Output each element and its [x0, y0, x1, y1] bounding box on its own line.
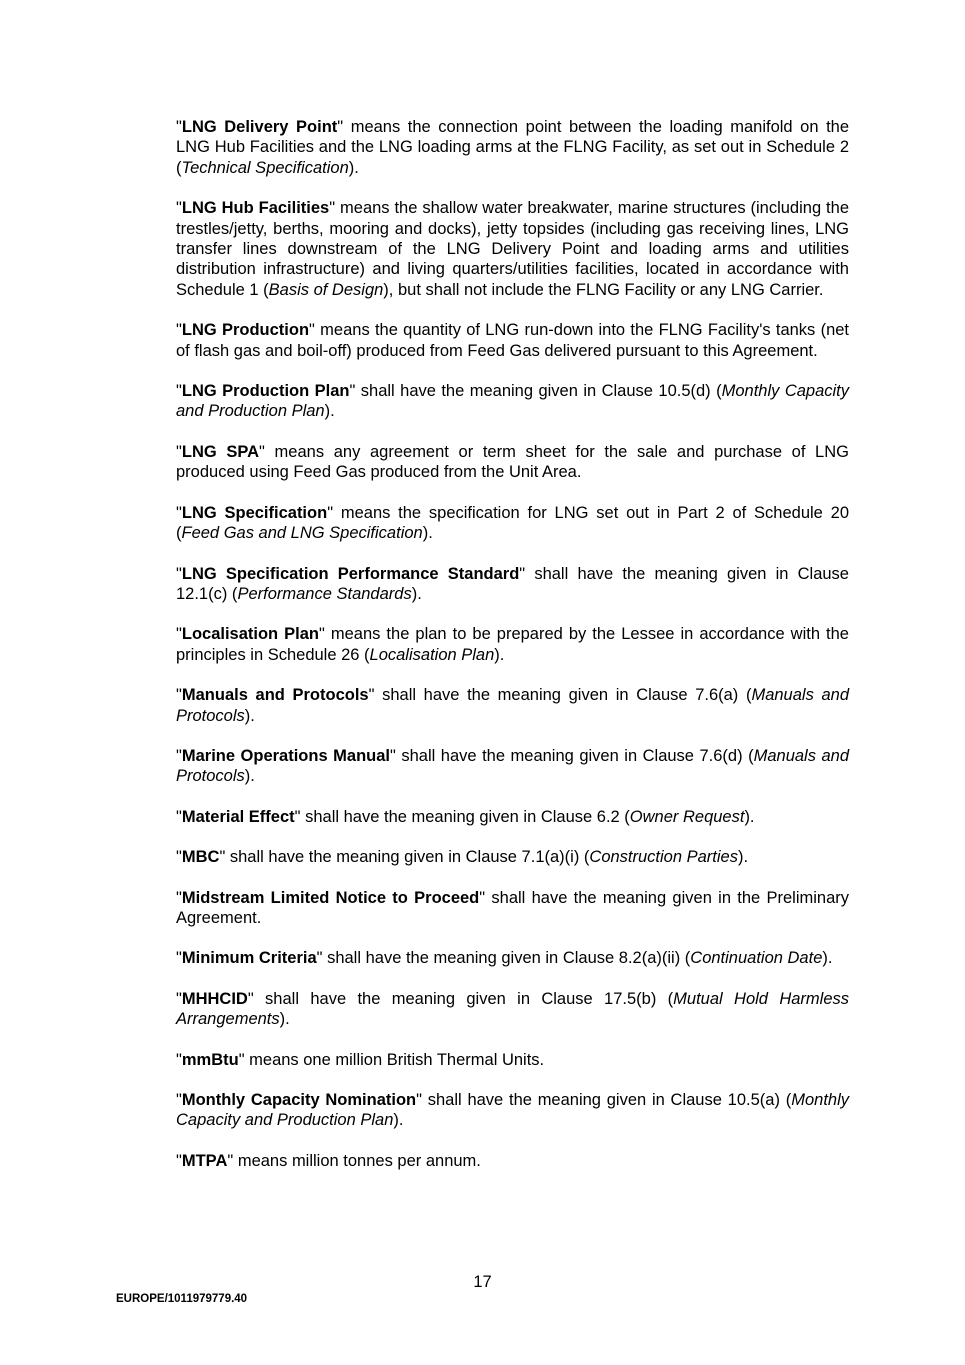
- definition-text: " shall have the meaning given in Clause 10.5(d) (: [349, 382, 722, 401]
- defined-term: Minimum Criteria: [181, 949, 317, 968]
- definition-text: ": [176, 503, 182, 522]
- definition-text: ": [176, 199, 182, 218]
- defined-term: LNG Production Plan: [181, 382, 350, 401]
- clause-reference-title: Feed Gas and LNG Specification: [181, 524, 423, 543]
- defined-term: MBC: [181, 848, 220, 867]
- defined-term: Manuals and Protocols: [181, 686, 369, 705]
- definition-text: " shall have the meaning given in Clause 10.5(a) (: [416, 1091, 792, 1109]
- definition-text: " means the quantity of LNG run-down into the FLNG Facility's tanks (net of flash gas and boil-off) produced from Feed Gas delivered pursuant to this Agreement.: [176, 321, 849, 360]
- clause-reference-title: Localisation Plan: [369, 645, 495, 664]
- defined-term: LNG Delivery Point: [181, 118, 338, 136]
- definition-lng-production: [176, 320, 849, 361]
- defined-term: LNG Production: [181, 321, 310, 340]
- definition-text: ": [176, 564, 182, 583]
- definition-text: ": [176, 382, 182, 401]
- definition-lng-delivery-point: [176, 117, 849, 178]
- definition-text: " means the connection point between the loading manifold on the LNG Hub Facilities and the LNG loading arms at the FLNG Facility, as set out in Schedule 2 (: [176, 118, 850, 177]
- definition-text: ": [176, 989, 182, 1008]
- definition-text: ": [176, 949, 182, 968]
- definition-text: " means the specification for LNG set out in Part 2 of Schedule 20 (: [176, 503, 849, 543]
- clause-reference-title: Mutual Hold Harmless Arrangements: [176, 989, 849, 1029]
- definition-text: " means the plan to be prepared by the Lessee in accordance with the principles in Schedule 26 (: [176, 625, 849, 664]
- definition-mbc: [176, 847, 849, 867]
- page-number: 17: [473, 1273, 492, 1291]
- definition-text: ": [176, 807, 182, 826]
- definitions-list: [176, 117, 849, 1191]
- definition-text: ": [176, 1151, 182, 1170]
- definition-text: ": [176, 848, 182, 867]
- clause-reference-title: Monthly Capacity and Production Plan: [176, 1091, 849, 1130]
- defined-term: mmBtu: [181, 1050, 239, 1069]
- defined-term: MTPA: [181, 1151, 228, 1170]
- definition-monthly-capacity-nomination: [176, 1090, 849, 1131]
- clause-reference-title: Manuals and Protocols: [176, 686, 849, 725]
- clause-reference-title: Monthly Capacity and Production Plan: [176, 382, 850, 421]
- definition-text: ": [176, 625, 182, 644]
- definition-text: ), but shall not include the FLNG Facility or any LNG Carrier.: [383, 280, 824, 299]
- defined-term: Localisation Plan: [181, 625, 319, 644]
- definition-text: " shall have the meaning given in Clause 7.1(a)(i) (: [219, 848, 590, 867]
- defined-term: LNG Specification Performance Standard: [181, 564, 520, 583]
- definition-text: " shall have the meaning given in Clause 6.2 (: [294, 807, 630, 826]
- definition-text: ).: [494, 645, 505, 664]
- definition-text: ).: [244, 767, 255, 786]
- definition-text: " means million tonnes per annum.: [227, 1151, 481, 1170]
- clause-reference-title: Performance Standards: [237, 584, 412, 603]
- definition-text: ).: [244, 706, 255, 725]
- definition-text: ": [176, 442, 182, 461]
- definition-marine-operations-manual: [176, 746, 849, 787]
- defined-term: LNG SPA: [181, 442, 260, 461]
- definition-midstream-limited-notice-to-proceed: [176, 888, 849, 929]
- defined-term: Marine Operations Manual: [181, 746, 390, 765]
- definition-text: ).: [279, 1010, 290, 1029]
- definition-text: ).: [348, 158, 359, 177]
- definition-lng-production-plan: [176, 381, 849, 422]
- definition-minimum-criteria: [176, 948, 849, 968]
- defined-term: Monthly Capacity Nomination: [181, 1091, 417, 1109]
- definition-text: ).: [393, 1111, 404, 1130]
- definition-text: ).: [822, 949, 833, 968]
- document-reference: EUROPE/1011979779.40: [116, 1293, 248, 1305]
- definition-text: " means one million British Thermal Units.: [238, 1050, 545, 1069]
- definition-mtpa: [176, 1151, 849, 1171]
- definition-text: ": [176, 321, 182, 340]
- defined-term: Material Effect: [181, 807, 295, 826]
- clause-reference-title: Owner Request: [629, 807, 745, 826]
- definition-text: ).: [737, 848, 749, 867]
- definition-mhhcid: [176, 989, 849, 1030]
- definition-text: " means any agreement or term sheet for the sale and purchase of LNG produced using Feed Gas produced from the Unit Area.: [176, 442, 849, 482]
- definition-text: ).: [411, 584, 422, 603]
- definition-text: ).: [422, 524, 433, 543]
- definition-material-effect: [176, 807, 849, 827]
- definition-text: ": [176, 686, 182, 705]
- definition-lng-specification-performance-standard: [176, 564, 849, 605]
- clause-reference-title: Construction Parties: [589, 848, 738, 867]
- clause-reference-title: Technical Specification: [181, 158, 349, 177]
- defined-term: MHHCID: [181, 989, 248, 1008]
- clause-reference-title: Basis of Design: [268, 280, 384, 299]
- definition-text: " shall have the meaning given in Clause 7.6(a) (: [368, 686, 752, 705]
- definition-text: " shall have the meaning given in the Preliminary Agreement.: [176, 888, 849, 927]
- definition-manuals-and-protocols: [176, 685, 849, 726]
- definition-text: " shall have the meaning given in Clause 17.5(b) (: [247, 989, 674, 1008]
- definition-text: ": [176, 746, 182, 765]
- definition-text: ": [176, 888, 182, 907]
- definition-text: ).: [324, 402, 335, 421]
- definition-text: " shall have the meaning given in Clause 8.2(a)(ii) (: [316, 949, 691, 968]
- definition-localisation-plan: [176, 624, 849, 665]
- clause-reference-title: Continuation Date: [690, 949, 823, 968]
- clause-reference-title: Manuals and Protocols: [176, 746, 849, 786]
- definition-text: ": [176, 1091, 182, 1109]
- definition-text: " shall have the meaning given in Clause 7.6(d) (: [390, 746, 754, 765]
- definition-text: ).: [744, 807, 755, 826]
- definition-lng-specification: [176, 503, 849, 544]
- defined-term: Midstream Limited Notice to Proceed: [181, 888, 480, 907]
- defined-term: LNG Specification: [181, 503, 328, 522]
- definition-text: ": [176, 118, 182, 136]
- definition-text: " shall have the meaning given in Clause 12.1(c) (: [176, 564, 849, 603]
- definition-text: ": [176, 1050, 182, 1069]
- definition-lng-spa: [176, 442, 849, 483]
- definition-lng-hub-facilities: [176, 198, 849, 300]
- defined-term: LNG Hub Facilities: [181, 199, 330, 218]
- definition-text: " means the shallow water breakwater, marine structures (including the trestles/jetty, berths, mooring and docks), jetty topsides (including gas receiving lines, LNG transfer lines downstream of the LNG Delivery Point and loading arms and utilities distribution infrastructure) and living quarters/utilities facilities, located in accordance with Schedule 1 (: [176, 199, 849, 299]
- definition-mmbtu: [176, 1050, 849, 1070]
